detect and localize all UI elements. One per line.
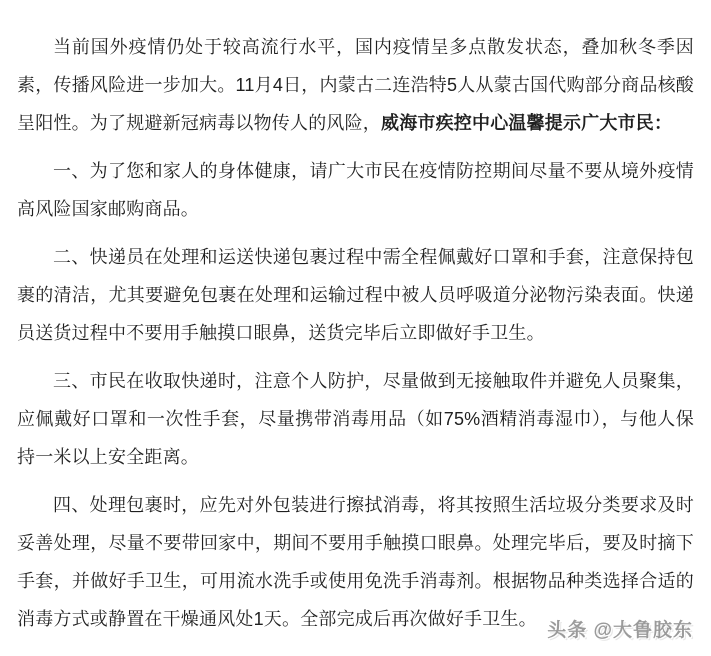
paragraph: [17, 152, 694, 228]
toutiao-watermark: 头条 @大鲁胶东: [547, 620, 693, 641]
paragraph: [17, 362, 694, 476]
paragraph: [17, 238, 694, 352]
paragraph-text: 二、快递员在处理和运送快递包裹过程中需全程佩戴好口罩和手套，注意保持包裹的清洁，尤其要避免包裹在处理和运输过程中被人员呼吸道分泌物污染表面。快递员送货过程中不要用手触摸口眼鼻，送货完毕后立即做好手卫生。: [17, 247, 694, 343]
paragraph: [17, 28, 694, 142]
paragraph-text: 四、处理包裹时，应先对外包装进行擦拭消毒，将其按照生活垃圾分类要求及时妥善处理，尽量不要带回家中，期间不要用手触摸口眼鼻。处理完毕后，要及时摘下手套，并做好手卫生，可用流水洗手或使用免洗手消毒剂。根据物品种类选择合适的消毒方式或静置在干燥通风处1天。全部完成后再次做好手卫生。: [17, 495, 694, 629]
paragraph-text: 三、市民在收取快递时，注意个人防护，尽量做到无接触取件并避免人员聚集，应佩戴好口罩和一次性手套，尽量携带消毒用品（如75%酒精消毒湿巾），与他人保持一米以上安全距离。: [17, 371, 694, 467]
paragraph-text: 当前国外疫情仍处于较高流行水平，国内疫情呈多点散发状态，叠加秋冬季因素，传播风险进一步加大。11月4日，内蒙古二连浩特5人从蒙古国代购部分商品核酸呈阳性。为了规避新冠病毒以物传人的风险，: [17, 37, 694, 133]
paragraph-text: 一、为了您和家人的身体健康，请广大市民在疫情防控期间尽量不要从境外疫情高风险国家邮购商品。: [17, 161, 694, 219]
article-body: [17, 28, 694, 648]
paragraph-bold-text: 威海市疾控中心温馨提示广大市民：: [381, 113, 673, 133]
